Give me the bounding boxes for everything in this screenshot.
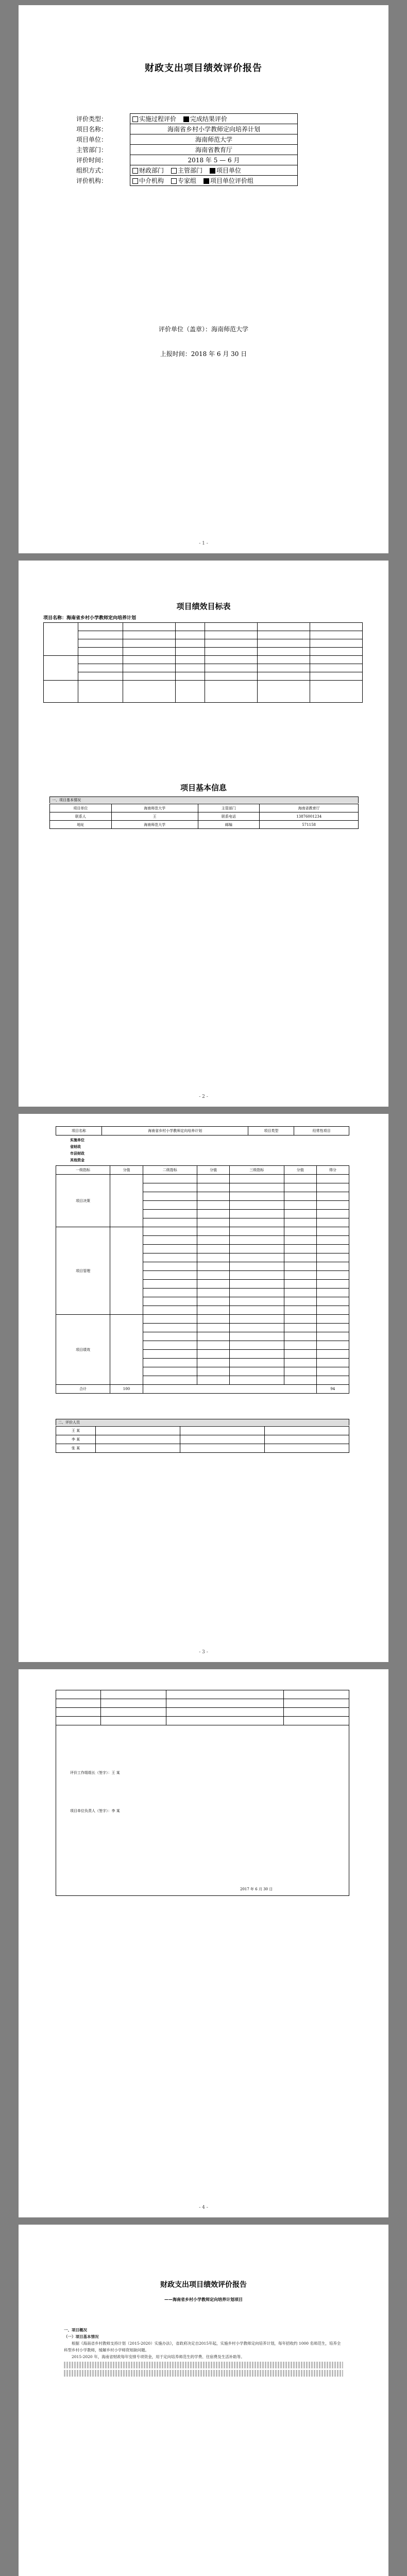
checkbox-icon[interactable]	[132, 178, 138, 184]
basic-info-value: 海南省教育厅	[260, 804, 359, 812]
targets-page	[19, 561, 388, 1107]
basic-info-table	[49, 804, 359, 829]
score-column-header: 分值	[110, 1166, 143, 1175]
report-body	[64, 2327, 343, 2378]
score-cell	[197, 1192, 229, 1201]
score-cell	[230, 1376, 284, 1385]
score-cell	[284, 1315, 316, 1324]
score-cell	[197, 1175, 229, 1183]
score-cell	[110, 1175, 143, 1227]
total-label: 合计	[56, 1385, 110, 1394]
score-cell	[284, 1210, 316, 1218]
score-cell	[284, 1227, 316, 1236]
paragraph: 根据《海南省乡村教师支持计划（2015-2020）实施办法》，省政府决定自2015年起，实施乡村小学教师定向培养计划，每年招收约 1000 名师范生，培养全科型乡村小学教师，缓解乡村小学师资短缺问题。	[64, 2341, 341, 2352]
score-cell	[316, 1280, 349, 1289]
checkbox-icon[interactable]	[171, 178, 177, 184]
basic-info-label: 联系人	[50, 812, 112, 821]
basic-info-label: 地址	[50, 821, 112, 829]
score-cell	[143, 1280, 197, 1289]
score-cell	[316, 1201, 349, 1210]
score-cell	[284, 1376, 316, 1385]
score-cell	[143, 1253, 197, 1262]
scoring-fields	[70, 1137, 84, 1163]
score-cell	[197, 1210, 229, 1218]
evaluator-name: 张 某	[56, 1444, 96, 1453]
score-cell	[316, 1324, 349, 1332]
project-name-label: 项目名称	[56, 1127, 102, 1136]
score-cell	[230, 1332, 284, 1341]
score-cell	[284, 1192, 316, 1201]
cover-row-label: 评价时间：	[76, 157, 108, 164]
evaluator-cell	[96, 1435, 180, 1444]
targets-table	[43, 622, 363, 703]
score-column-header: 一级指标	[56, 1166, 110, 1175]
score-cell	[284, 1271, 316, 1280]
score-cell	[230, 1192, 284, 1201]
basic-info-value: 海南师范大学	[111, 804, 198, 812]
evaluator-cell	[265, 1427, 349, 1435]
cover-row-value	[130, 114, 298, 124]
score-cell	[316, 1262, 349, 1271]
project-name-value: 海南省乡村小学教师定向培养计划	[101, 1127, 248, 1136]
score-cell	[143, 1245, 197, 1253]
score-cell	[316, 1236, 349, 1245]
score-cell	[284, 1245, 316, 1253]
score-cell	[197, 1306, 229, 1315]
score-cell	[230, 1218, 284, 1227]
cover-row-label: 组织方式：	[76, 167, 108, 174]
score-cell	[197, 1315, 229, 1324]
cover-page	[19, 5, 388, 553]
score-cell	[230, 1367, 284, 1376]
checked-box-icon[interactable]	[210, 168, 215, 174]
score-cell	[143, 1367, 197, 1376]
score-cell	[316, 1210, 349, 1218]
score-cell	[316, 1227, 349, 1236]
score-cell	[284, 1350, 316, 1359]
total-score: 94	[316, 1385, 349, 1394]
project-type-label: 项目类型	[248, 1127, 294, 1136]
score-cell	[284, 1253, 316, 1262]
cover-row-label: 评价类型：	[76, 115, 108, 123]
score-cell	[197, 1280, 229, 1289]
score-group: 项目管理	[56, 1227, 110, 1315]
checkbox-icon[interactable]	[132, 168, 138, 174]
basic-info-value: 571158	[260, 821, 359, 829]
cover-row-value: 海南省乡村小学教师定向培养计划	[130, 124, 298, 134]
total-value: 100	[110, 1385, 143, 1394]
evaluator-line: 评价单位（盖章）：海南师范大学	[158, 326, 248, 333]
cover-row-value	[130, 165, 298, 176]
checked-box-icon[interactable]	[204, 178, 209, 184]
score-cell	[197, 1367, 229, 1376]
score-cell	[230, 1306, 284, 1315]
score-cell	[316, 1376, 349, 1385]
signoff-line-1: 评价工作组组长（签字）：王 某	[70, 1771, 120, 1775]
report-subtitle: ——海南省乡村小学教师定向培养计划项目	[164, 2297, 243, 2302]
score-cell	[284, 1183, 316, 1192]
basic-info-label: 联系电话	[198, 812, 260, 821]
score-cell	[284, 1332, 316, 1341]
score-cell	[230, 1201, 284, 1210]
score-cell	[197, 1253, 229, 1262]
signoff-page	[19, 1669, 388, 2217]
basic-info-label: 项目单位	[50, 804, 112, 812]
evaluator-cell	[265, 1435, 349, 1444]
score-cell	[284, 1367, 316, 1376]
checkbox-icon[interactable]	[171, 168, 177, 174]
option-label: 财政部门	[139, 167, 164, 174]
option-label: 专家组	[178, 177, 197, 184]
evaluator-cell	[96, 1444, 180, 1453]
score-cell	[230, 1253, 284, 1262]
section-heading: 一、项目概况	[64, 2328, 87, 2332]
score-cell	[143, 1218, 197, 1227]
score-cell	[284, 1262, 316, 1271]
basic-info-label: 邮编	[198, 821, 260, 829]
score-cell	[316, 1332, 349, 1341]
option-label: 项目单位	[216, 167, 242, 174]
basic-info-value: 王	[111, 812, 198, 821]
score-cell	[316, 1253, 349, 1262]
score-cell	[230, 1315, 284, 1324]
evaluator-name: 王 某	[56, 1427, 96, 1435]
cover-row-label: 项目单位：	[76, 136, 108, 143]
score-cell	[143, 1306, 197, 1315]
score-cell	[230, 1289, 284, 1297]
score-cell	[316, 1245, 349, 1253]
filler-line	[64, 2370, 343, 2377]
score-cell	[284, 1341, 316, 1350]
score-cell	[143, 1297, 197, 1306]
cover-info-table	[76, 113, 298, 186]
evaluator-cell	[180, 1435, 265, 1444]
scoring-header	[56, 1126, 349, 1136]
score-cell	[197, 1183, 229, 1192]
signoff-line-2: 项目单位负责人（签字）：李 某	[70, 1809, 120, 1813]
scoring-page	[19, 1114, 388, 1662]
score-cell	[143, 1324, 197, 1332]
option-label: 实施过程评价	[139, 115, 177, 123]
field: 实施单位	[70, 1138, 84, 1142]
score-cell	[143, 1376, 197, 1385]
score-cell	[110, 1315, 143, 1385]
evaluator-name: 李 某	[56, 1435, 96, 1444]
cover-row-label: 主管部门：	[76, 146, 108, 154]
score-cell	[284, 1218, 316, 1227]
score-cell	[230, 1210, 284, 1218]
score-cell	[284, 1297, 316, 1306]
option-label: 完成结果评价	[190, 115, 228, 123]
score-column-header: 分值	[197, 1166, 229, 1175]
evaluators-bar: 二、评价人员	[56, 1419, 349, 1426]
score-cell	[284, 1175, 316, 1183]
score-cell	[197, 1376, 229, 1385]
score-cell	[316, 1359, 349, 1367]
score-cell	[284, 1359, 316, 1367]
score-cell	[316, 1297, 349, 1306]
score-cell	[197, 1341, 229, 1350]
filler-line	[64, 2362, 343, 2368]
score-column-header: 二级指标	[143, 1166, 197, 1175]
score-cell	[284, 1280, 316, 1289]
cover-row-value	[130, 176, 298, 186]
option-label: 项目单位评价组	[210, 177, 254, 184]
evaluators-table	[56, 1426, 349, 1453]
cover-row-value: 海南省教育厅	[130, 145, 298, 155]
score-cell	[143, 1201, 197, 1210]
score-cell	[197, 1227, 229, 1236]
score-cell	[230, 1350, 284, 1359]
score-cell	[230, 1297, 284, 1306]
evaluator-cell	[265, 1444, 349, 1453]
score-cell	[143, 1210, 197, 1218]
score-cell	[197, 1271, 229, 1280]
score-cell	[143, 1192, 197, 1201]
score-cell	[284, 1306, 316, 1315]
score-cell	[284, 1201, 316, 1210]
cover-row-label: 评价机构：	[76, 177, 108, 184]
score-column-header: 得分	[316, 1166, 349, 1175]
score-cell	[197, 1289, 229, 1297]
basic-info-value: 海南师范大学	[111, 821, 198, 829]
score-cell	[230, 1262, 284, 1271]
score-cell	[143, 1262, 197, 1271]
score-cell	[143, 1289, 197, 1297]
score-cell	[230, 1236, 284, 1245]
score-cell	[197, 1236, 229, 1245]
score-group: 项目决策	[56, 1175, 110, 1227]
targets-project: 项目名称：海南省乡村小学教师定向培养计划	[43, 616, 137, 621]
page-number: - 1 -	[199, 541, 208, 546]
project-type-value: 经常性项目	[294, 1127, 349, 1136]
score-cell	[197, 1245, 229, 1253]
score-cell	[197, 1350, 229, 1359]
report-page-1	[19, 2225, 388, 2576]
page-number: - 4 -	[199, 2205, 208, 2210]
score-cell	[316, 1315, 349, 1324]
scoring-table	[56, 1165, 349, 1394]
cover-row-value: 2018 年 5 — 6 月	[130, 155, 298, 165]
report-title: 财政支出项目绩效评价报告	[145, 63, 262, 74]
score-cell	[230, 1183, 284, 1192]
score-cell	[316, 1341, 349, 1350]
score-cell	[230, 1359, 284, 1367]
option-label: 主管部门	[178, 167, 203, 174]
score-column-header: 三级指标	[230, 1166, 284, 1175]
score-cell	[143, 1175, 197, 1183]
score-cell	[284, 1289, 316, 1297]
score-cell	[316, 1192, 349, 1201]
score-cell	[316, 1183, 349, 1192]
score-cell	[143, 1236, 197, 1245]
basic-info-label: 主管部门	[198, 804, 260, 812]
page-number: - 2 -	[199, 1094, 208, 1099]
score-cell	[230, 1245, 284, 1253]
score-cell	[316, 1289, 349, 1297]
score-cell	[284, 1324, 316, 1332]
score-cell	[230, 1271, 284, 1280]
evaluator-cell	[96, 1427, 180, 1435]
report-main-title: 财政支出项目绩效评价报告	[160, 2281, 247, 2289]
score-cell	[316, 1218, 349, 1227]
score-cell	[143, 1350, 197, 1359]
score-cell	[197, 1359, 229, 1367]
score-cell	[143, 1183, 197, 1192]
score-cell	[143, 1271, 197, 1280]
score-cell	[197, 1218, 229, 1227]
field: 其他资金	[70, 1158, 84, 1162]
score-cell	[143, 1227, 197, 1236]
score-cell	[143, 1359, 197, 1367]
option-label: 中介机构	[139, 177, 164, 184]
targets-title: 项目绩效目标表	[176, 602, 231, 611]
score-group: 项目绩效	[56, 1315, 110, 1385]
score-cell	[316, 1271, 349, 1280]
section-subheading: （一）项目基本情况	[64, 2334, 99, 2339]
score-cell	[284, 1236, 316, 1245]
score-column-header: 分值	[284, 1166, 316, 1175]
field: 省财政	[70, 1144, 81, 1149]
score-cell	[316, 1306, 349, 1315]
signoff-border	[56, 1690, 349, 1896]
score-cell	[230, 1227, 284, 1236]
score-cell	[197, 1324, 229, 1332]
score-cell	[316, 1175, 349, 1183]
score-cell	[143, 1332, 197, 1341]
cover-row-label: 项目名称：	[76, 126, 108, 133]
score-cell	[143, 1341, 197, 1350]
score-cell	[197, 1332, 229, 1341]
paragraph: 2015-2020 年，海南省财政每年安排专项资金，用于定向培养师范生的学费、住宿费及生活补助等。	[72, 2354, 245, 2359]
score-cell	[110, 1227, 143, 1315]
signoff-date: 2017 年 6 月 30 日	[240, 1887, 273, 1891]
report-date: 上报时间：2018 年 6 月 30 日	[160, 350, 247, 358]
score-cell	[197, 1262, 229, 1271]
cover-row-value: 海南师范大学	[130, 134, 298, 145]
evaluator-cell	[180, 1427, 265, 1435]
score-cell	[143, 1315, 197, 1324]
score-cell	[197, 1297, 229, 1306]
evaluator-cell	[180, 1444, 265, 1453]
score-cell	[230, 1280, 284, 1289]
checkbox-icon[interactable]	[132, 116, 138, 122]
score-cell	[197, 1201, 229, 1210]
basic-info-title: 项目基本信息	[180, 783, 227, 792]
score-cell	[230, 1175, 284, 1183]
score-cell	[316, 1367, 349, 1376]
checked-box-icon[interactable]	[183, 116, 189, 122]
page-number: - 3 -	[199, 1650, 208, 1655]
score-cell	[316, 1350, 349, 1359]
score-cell	[230, 1341, 284, 1350]
score-cell	[230, 1324, 284, 1332]
basic-info-value: 13876001234	[260, 812, 359, 821]
basic-info-bar: 一、项目基本情况	[49, 796, 359, 803]
field: 市县财政	[70, 1151, 84, 1156]
